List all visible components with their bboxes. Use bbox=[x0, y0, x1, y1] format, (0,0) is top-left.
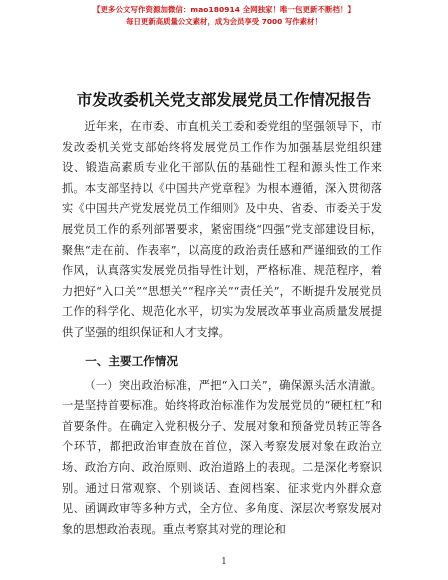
promo-banner-line-2: 每日更新高质量公文素材，成为会员享受 7000 写作素材！ bbox=[126, 17, 322, 26]
section-heading: 一、主要工作情况 bbox=[85, 353, 178, 368]
section-paragraph: （一）突出政治标准，严把“入口关”，确保源头活水清澈。一是坚持首要标准。始终将政治标准作为发展党员的“硬杠杠”和首要条件。在确定入党积极分子、发展对象和预备党员转正等各个环节，都把政治审查放在首位，深入考察发展对象在政治立场、政治方向、政治原则、政治道路上的表现。二是深化考察识别。通过日常观察、个别谈话、查阅档案、征求党内外群众意见、函调政审等多种方式，全方位、多角度、深层次考察发展对象的思想政治表现。重点考察其对党的理论和 bbox=[62, 378, 382, 536]
intro-paragraph: 近年来，在市委、市直机关工委和委党组的坚强领导下，市发改委机关党支部始终将发展党员工作作为加强基层党组织建设、锻造高素质专业化干部队伍的基础性工程和源头性工作来抓。本支部坚持以《中国共产党章程》为根本遵循，深入贯彻落实《中国共产党发展党员工作细则》及中央、省委、市委关于发展党员工作的系列部署要求，紧密围绕“四强”党支部建设目标，聚焦“走在前、作表率”，以高度的政治责任感和严谨细致的工作作风，认真落实发展党员指导性计划，严格标准、规范程序，着力把好“入口关”“思想关”“程序关”“责任关”，不断提升发展党员工作的科学化、规范化水平，切实为发展改革事业高质量发展提供了坚强的组织保证和人才支撑。 bbox=[62, 120, 382, 339]
document-title: 市发改委机关党支部发展党员工作情况报告 bbox=[76, 91, 372, 109]
promo-banner bbox=[0, 4, 448, 28]
page-number: 1 bbox=[221, 557, 227, 567]
document-body bbox=[62, 117, 382, 540]
promo-banner-line-1: 【更多公文写作资源加微信：mao180914 全网独家！唯一包更新不断档！】 bbox=[93, 5, 355, 14]
